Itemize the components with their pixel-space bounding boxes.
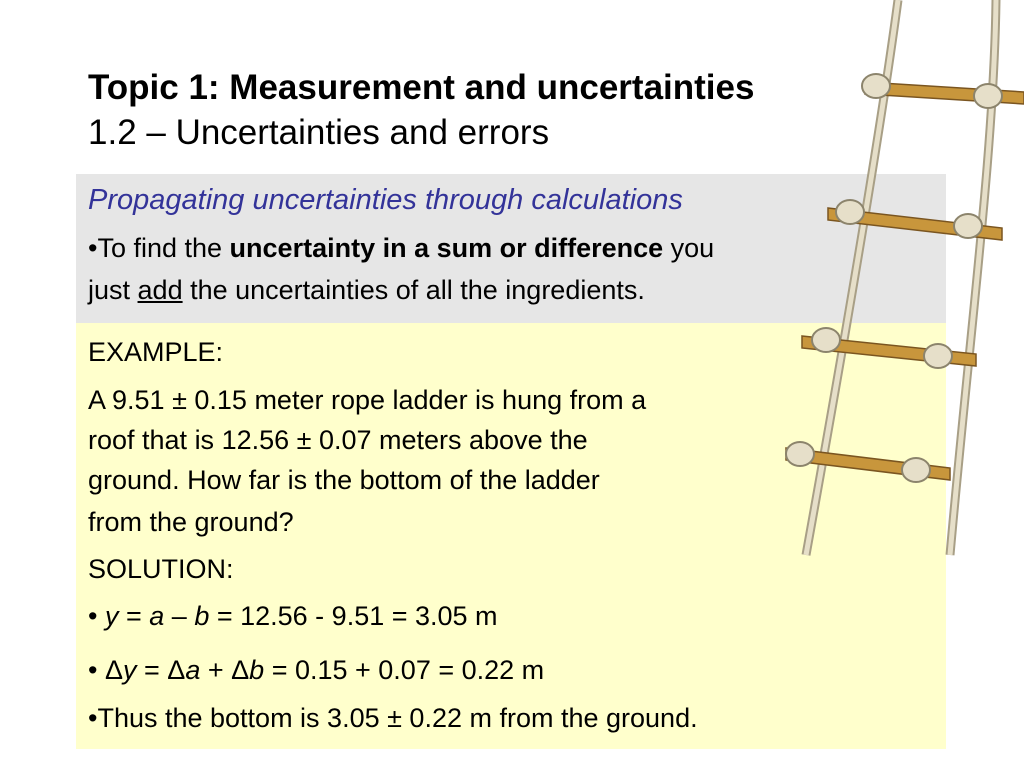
slide-title: Topic 1: Measurement and uncertainties bbox=[88, 68, 755, 107]
var-y: y bbox=[104, 601, 119, 631]
rule-text-bold: uncertainty in a sum or difference bbox=[229, 233, 664, 263]
rope-ladder-illustration bbox=[770, 0, 1024, 560]
rule-text-pre: To find the bbox=[97, 233, 230, 263]
result-text: = 0.15 + 0.07 = 0.22 m bbox=[264, 655, 545, 685]
rope-knots bbox=[786, 74, 1002, 482]
rule-text-mid: you bbox=[663, 233, 715, 263]
bullet-icon: • bbox=[88, 601, 98, 631]
solution-line-2 bbox=[88, 650, 544, 690]
bullet-icon: • bbox=[88, 655, 98, 685]
var-a: a bbox=[185, 655, 201, 685]
plus-text: + Δ bbox=[200, 655, 250, 685]
example-label: EXAMPLE: bbox=[88, 337, 224, 367]
var-a: a bbox=[149, 601, 165, 631]
bullet-icon: • bbox=[88, 233, 98, 263]
var-y: y bbox=[123, 655, 137, 685]
rule-text-line2-post: the uncertainties of all the ingredients. bbox=[182, 275, 645, 305]
solution-label: SOLUTION: bbox=[88, 554, 234, 584]
example-line-4: from the ground? bbox=[88, 507, 294, 537]
title-block bbox=[88, 66, 848, 156]
rule-line-1 bbox=[88, 228, 714, 268]
var-b: b bbox=[249, 655, 265, 685]
example-line-1: A 9.51 ± 0.15 meter rope ladder is hung from a bbox=[88, 385, 647, 415]
bullet-icon: • bbox=[88, 703, 98, 733]
eq-text: = Δ bbox=[136, 655, 186, 685]
delta-text: Δ bbox=[104, 655, 124, 685]
section-heading: Propagating uncertainties through calculations bbox=[88, 184, 683, 216]
solution-line-3 bbox=[88, 698, 698, 738]
minus-text: – bbox=[164, 601, 195, 631]
example-line-3: ground. How far is the bottom of the ladder bbox=[88, 465, 600, 495]
rule-text-underlined: add bbox=[137, 275, 183, 305]
eq-text: = bbox=[118, 601, 150, 631]
rule-line-2 bbox=[88, 270, 645, 310]
var-b: b bbox=[194, 601, 210, 631]
rule-text-line2-pre: just bbox=[88, 275, 138, 305]
slide-subtitle: 1.2 – Uncertainties and errors bbox=[88, 113, 550, 152]
result-text: = 12.56 - 9.51 = 3.05 m bbox=[209, 601, 498, 631]
solution-line-1 bbox=[88, 596, 498, 636]
example-line-2: roof that is 12.56 ± 0.07 meters above the bbox=[88, 425, 588, 455]
conclusion-text: Thus the bottom is 3.05 ± 0.22 m from the ground. bbox=[97, 703, 698, 733]
